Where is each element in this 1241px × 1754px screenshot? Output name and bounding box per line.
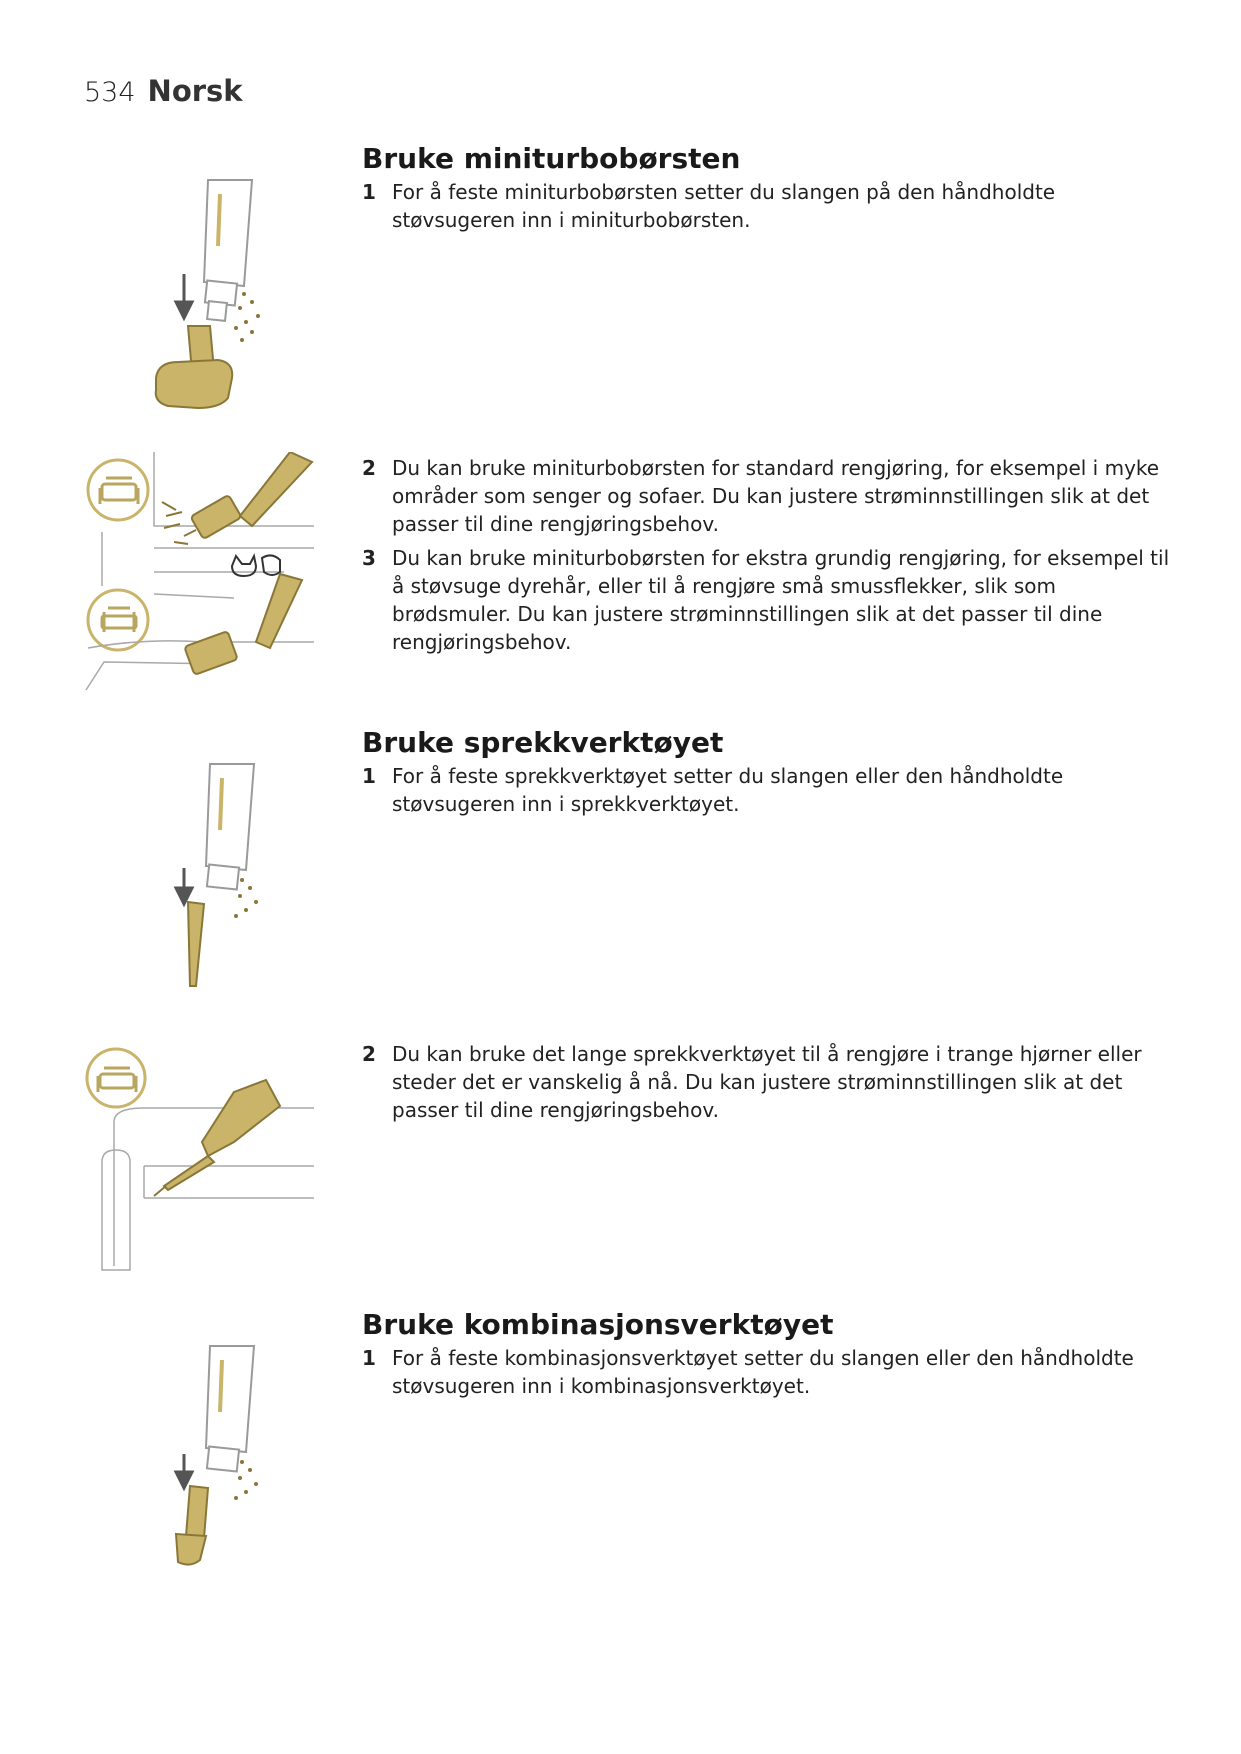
arrow-down-icon — [176, 1454, 192, 1488]
sofa-icon — [88, 460, 148, 520]
combination-tool — [176, 1486, 208, 1565]
step-text: For å feste miniturbobørsten setter du slangen på den håndholdte støvsugeren inn i miniturbobørsten. — [392, 180, 1056, 232]
sofa-icon — [87, 1049, 145, 1107]
dust-lines — [162, 502, 196, 544]
handheld-vacuum-gold — [164, 1080, 280, 1190]
step-text: For å feste sprekkverktøyet setter du slangen eller den håndholdte støvsugeren inn i sprekkverktøyet. — [392, 764, 1064, 816]
section-title-miniturbo: Bruke miniturbobørsten — [362, 142, 741, 175]
section-title-crevice: Bruke sprekkverktøyet — [362, 726, 724, 759]
step-crevice-1 — [362, 762, 1172, 818]
step-miniturbo-3 — [362, 544, 1172, 656]
step-number: 1 — [362, 764, 376, 788]
arrow-down-icon — [176, 274, 192, 318]
bed-icon — [88, 590, 148, 650]
cat-dog-icon — [232, 555, 280, 576]
step-miniturbo-2 — [362, 454, 1172, 538]
section-title-combination: Bruke kombinasjonsverktøyet — [362, 1308, 834, 1341]
crevice-tool — [188, 902, 204, 986]
step-text: Du kan bruke miniturbobørsten for standard rengjøring, for eksempel i myke områder som senger og sofaer. Du kan justere strøminnstillingen slik at det passer til dine rengjøringsbehov. — [392, 456, 1160, 536]
step-number: 1 — [362, 180, 376, 204]
language-label: Norsk — [147, 74, 243, 108]
step-text: For å feste kombinasjonsverktøyet setter du slangen eller den håndholdte støvsugeren inn i kombinasjonsverktøyet. — [392, 1346, 1134, 1398]
illustration-attach-combination — [150, 1342, 290, 1572]
illustration-attach-crevice — [150, 760, 290, 990]
step-combination-1 — [362, 1344, 1172, 1400]
step-crevice-2 — [362, 1040, 1172, 1124]
step-number: 2 — [362, 456, 376, 480]
step-number: 1 — [362, 1346, 376, 1370]
step-text: Du kan bruke miniturbobørsten for ekstra grundig rengjøring, for eksempel til å støvsuge dyrehår, eller til å rengjøre små smussflekker, slik som brødsmuler. Du kan justere strøminnstillingen slik at det passer til dine rengjøringsbehov. — [392, 546, 1170, 654]
illustration-attach-miniturbo — [148, 176, 288, 416]
illustration-crevice-usage — [84, 1046, 314, 1276]
step-miniturbo-1 — [362, 178, 1172, 234]
illustration-miniturbo-usage — [84, 452, 314, 692]
handheld-vacuum — [204, 180, 252, 321]
miniturbo-brush — [156, 326, 232, 408]
step-text: Du kan bruke det lange sprekkverktøyet til å rengjøre i trange hjørner eller steder det er vanskelig å nå. Du kan justere strøminnstillingen slik at det passer til dine rengjøringsbehov. — [392, 1042, 1142, 1122]
page-header — [84, 74, 243, 108]
step-number: 2 — [362, 1042, 376, 1066]
vacuum-with-brush-bed — [184, 574, 302, 675]
arrow-down-icon — [176, 868, 192, 904]
dust-particles — [234, 292, 260, 342]
page-number: 534 — [84, 77, 136, 108]
step-number: 3 — [362, 546, 376, 570]
